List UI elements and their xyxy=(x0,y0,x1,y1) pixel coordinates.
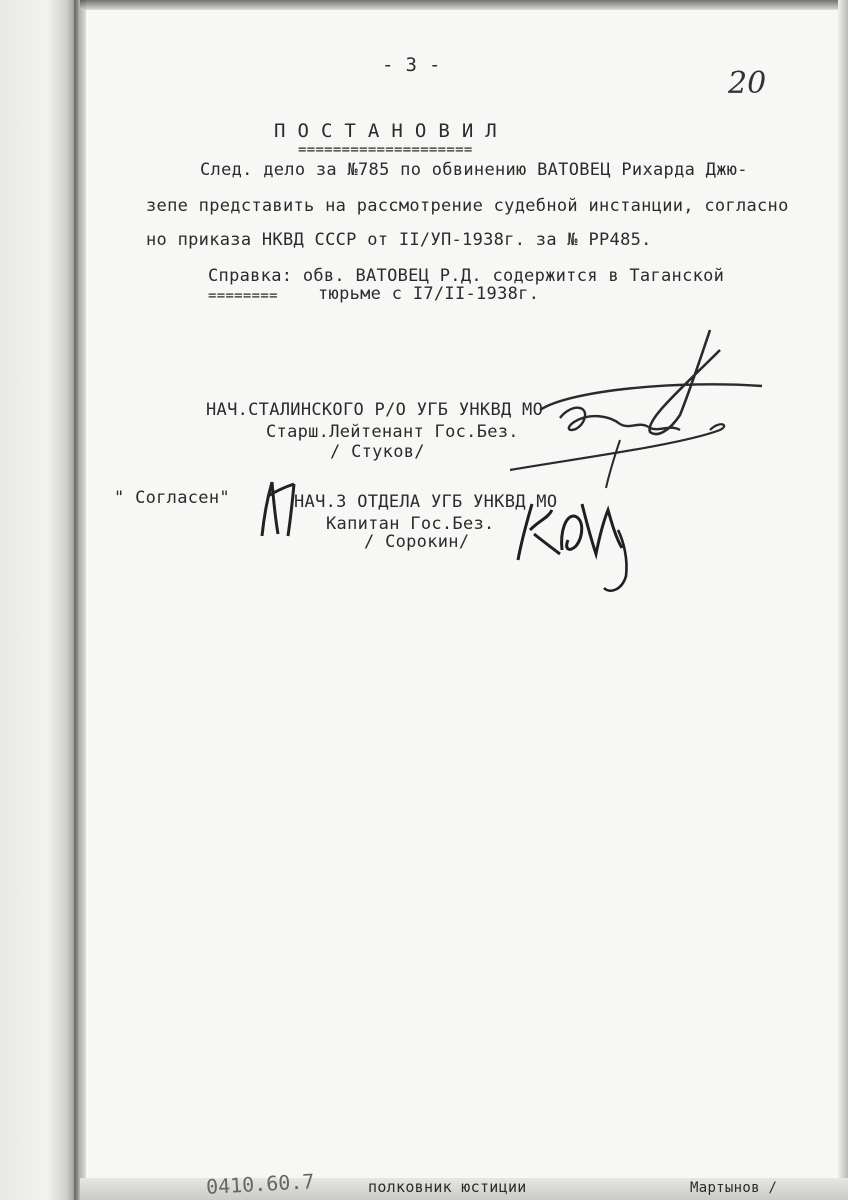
archive-sheet-number: 20 xyxy=(728,66,767,101)
approval-agreed: " Согласен" xyxy=(114,488,230,508)
approval-mark xyxy=(254,476,304,540)
decision-line-3: но приказа НКВД СССР от II/УП-1938г. за № РР485. xyxy=(146,230,652,250)
heading-underline: ==================== xyxy=(298,142,473,158)
decision-heading: П О С Т А Н О В И Л xyxy=(274,120,498,142)
signature-stukov xyxy=(480,320,780,500)
signatory1-position: НАЧ.СТАЛИНСКОГО Р/О УГБ УНКВД МО xyxy=(206,400,544,420)
note-line-1: Справка: обв. ВАТОВЕЦ Р.Д. содержится в Таганской xyxy=(208,266,725,286)
signatory1-rank: Старш.Лейтенант Гос.Без. xyxy=(266,422,519,442)
page-number: - 3 - xyxy=(382,54,441,76)
bottom-left-fragment: 0410.60.7 xyxy=(205,1169,315,1199)
decision-line-2: зепе представить на рассмотрение судебной инстанции, согласно xyxy=(146,196,789,216)
binding-shadow xyxy=(74,0,86,1200)
right-edge-shadow xyxy=(838,0,848,1200)
signatory1-name: / Стуков/ xyxy=(330,442,425,462)
note-underline: ======== xyxy=(208,288,278,304)
bottom-right-fragment: Мартынов / xyxy=(690,1180,778,1196)
approval-name: / Сорокин/ xyxy=(364,532,470,552)
note-line-2: тюрьме с I7/II-1938г. xyxy=(318,284,540,304)
signature-sorokin xyxy=(500,490,650,600)
approval-rank: Капитан Гос.Без. xyxy=(326,514,495,534)
binding-edge xyxy=(0,0,78,1200)
decision-line-1: След. дело за №785 по обвинению ВАТОВЕЦ Рихарда Джю- xyxy=(200,160,748,180)
top-edge-shadow xyxy=(80,0,848,10)
bottom-center-fragment: полковник юстиции xyxy=(368,1178,527,1196)
approval-position: НАЧ.3 ОТДЕЛА УГБ УНКВД МО xyxy=(294,492,558,512)
